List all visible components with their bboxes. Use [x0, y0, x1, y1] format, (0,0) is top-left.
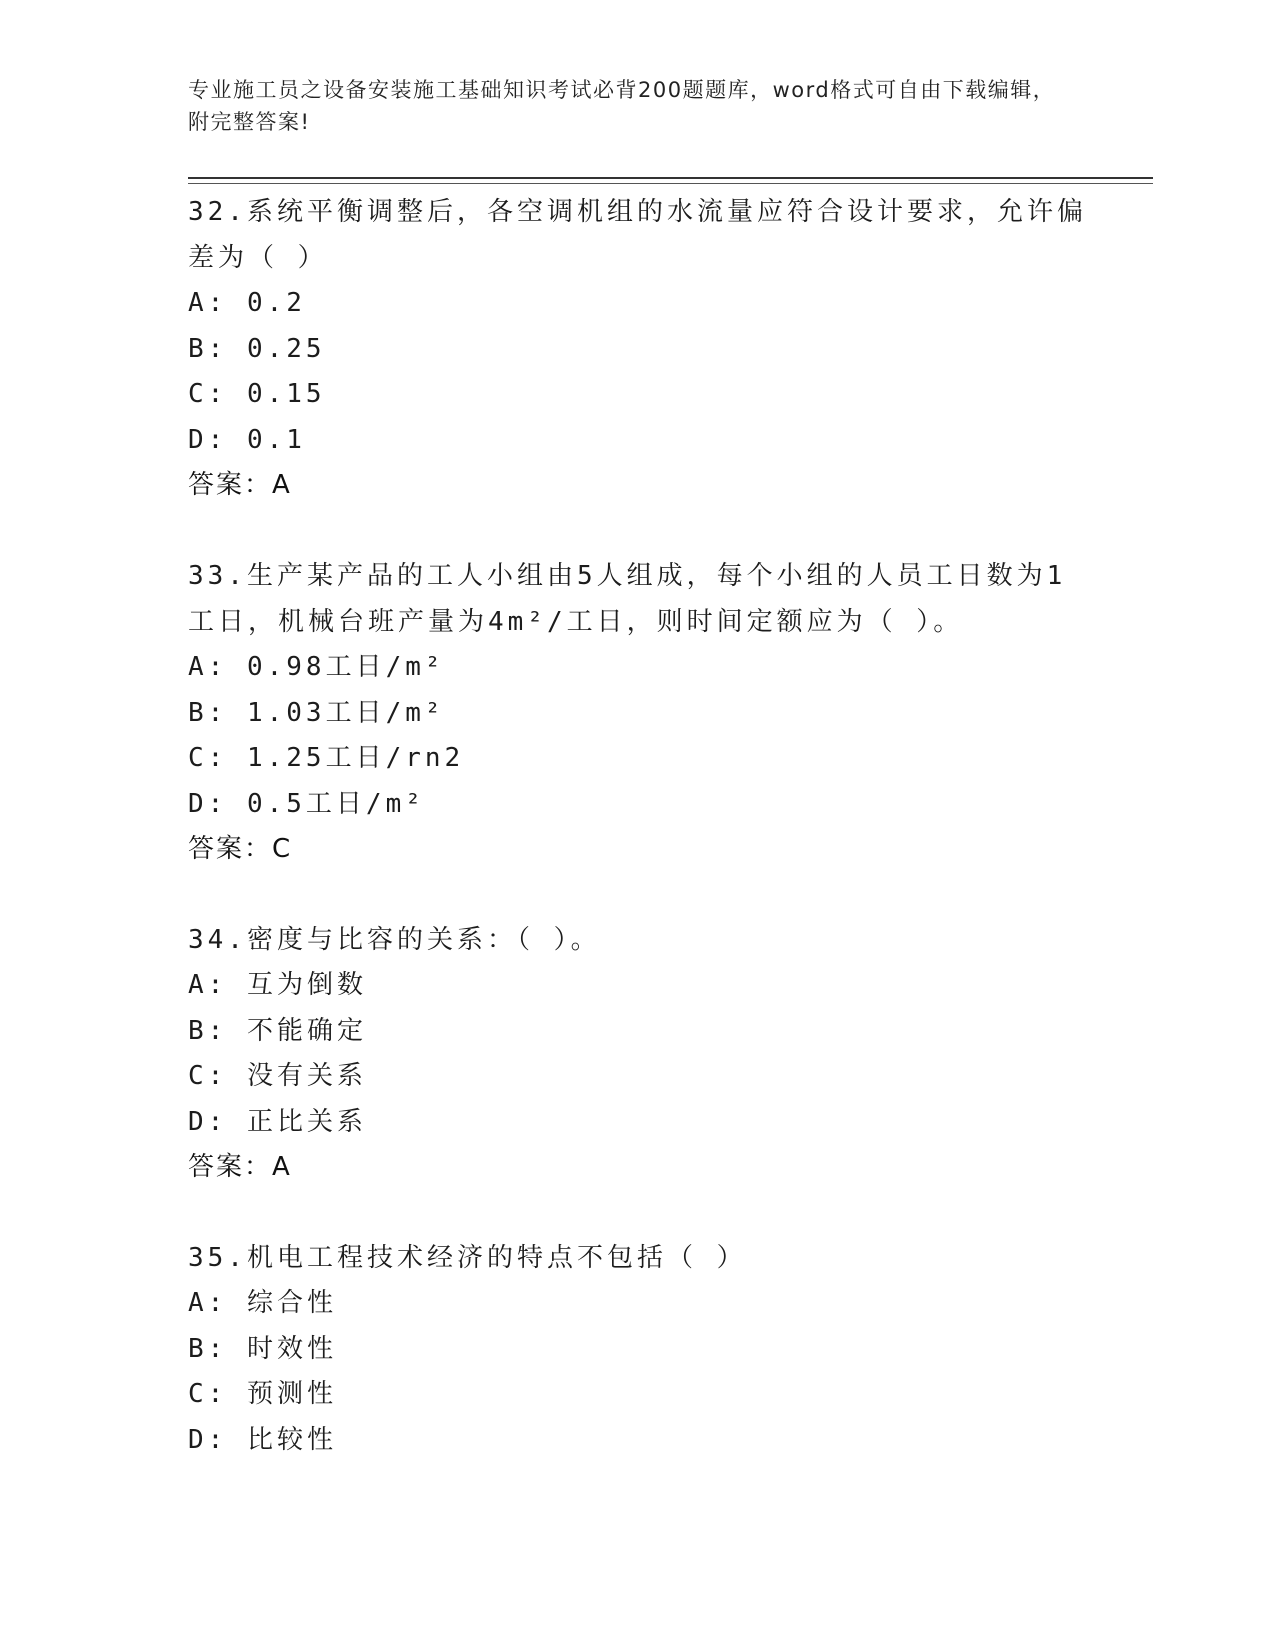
document-header: 专业施工员之设备安装施工基础知识考试必背200题题库，word格式可自由下载编辑，附完整答案! — [188, 78, 1056, 134]
option-c: C: 1.25工日/rn2 — [188, 743, 465, 773]
option-d: D: 0.5工日/m² — [188, 788, 425, 819]
header-divider-thin — [188, 183, 1153, 184]
question-33 — [188, 553, 1088, 872]
option-a: A: 互为倒数 — [188, 970, 367, 1000]
question-32 — [188, 189, 1088, 508]
question-stem: 32.系统平衡调整后，各空调机组的水流量应符合设计要求，允许偏差为（ ） — [188, 197, 1087, 273]
option-a: A: 0.98工日/m² — [188, 652, 445, 682]
answer-line: 答案：A — [188, 1152, 292, 1182]
question-34 — [188, 917, 1088, 1190]
option-b: B: 不能确定 — [188, 1015, 367, 1046]
option-d: D: 比较性 — [188, 1424, 337, 1455]
option-c: C: 没有关系 — [188, 1061, 367, 1091]
question-list — [188, 189, 1088, 1508]
option-d: D: 正比关系 — [188, 1106, 367, 1137]
option-b: B: 时效性 — [188, 1333, 337, 1364]
question-stem: 34.密度与比容的关系：（ ）。 — [188, 925, 601, 955]
option-c: C: 预测性 — [188, 1379, 337, 1409]
option-b: B: 1.03工日/m² — [188, 697, 445, 728]
question-stem: 35.机电工程技术经济的特点不包括（ ） — [188, 1243, 747, 1273]
option-a: A: 综合性 — [188, 1288, 337, 1318]
option-d: D: 0.1 — [188, 424, 306, 455]
header-divider-thick — [188, 177, 1153, 179]
answer-line: 答案：C — [188, 834, 293, 864]
option-c: C: 0.15 — [188, 379, 326, 409]
option-b: B: 0.25 — [188, 333, 326, 364]
question-stem: 33.生产某产品的工人小组由5人组成，每个小组的人员工日数为1工日，机械台班产量为4m²/工日，则时间定额应为（ ）。 — [188, 561, 1067, 637]
answer-line: 答案：A — [188, 470, 292, 500]
option-a: A: 0.2 — [188, 288, 306, 318]
question-35 — [188, 1235, 1088, 1463]
